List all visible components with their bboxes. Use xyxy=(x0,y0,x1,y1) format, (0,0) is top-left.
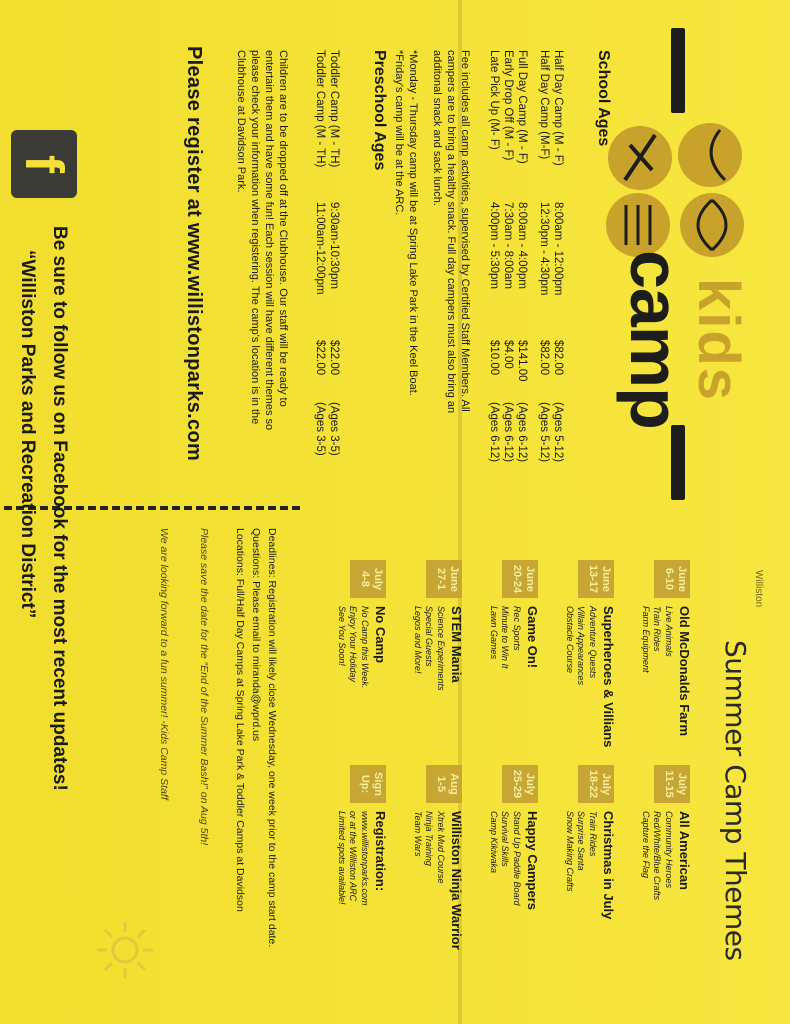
theme-date-line: 13-17 xyxy=(587,564,599,594)
theme-title: All American xyxy=(677,811,692,890)
info-block xyxy=(232,528,280,947)
preschool-note-line: Clubhouse at Davidson Park. xyxy=(235,50,247,193)
theme-date-line: 18-22 xyxy=(587,769,599,799)
theme-activity: Surprise Santa xyxy=(576,811,587,871)
theme-title: Williston Ninja Warrior xyxy=(449,811,464,950)
theme-date-badge xyxy=(350,765,386,803)
school-row-price: $10.00 xyxy=(488,340,500,376)
school-row-name: Early Drop Off (M - F) xyxy=(502,50,514,161)
logo-kids: kids xyxy=(686,278,751,403)
theme-activity: Community Heroes xyxy=(664,811,674,889)
theme-date-line: July xyxy=(524,772,536,795)
theme-activity-list xyxy=(564,606,599,685)
theme-activity-list xyxy=(640,606,675,673)
school-row-time: 4:00pm - 5:30pm xyxy=(488,202,500,289)
header-bar-right xyxy=(671,425,685,500)
theme-date-line: Up: xyxy=(359,774,371,794)
school-row-name: Full Day Camp (M - F) xyxy=(516,50,528,164)
theme-activity: Special Guests xyxy=(424,606,435,667)
theme-date-line: July xyxy=(372,567,384,590)
fee-note xyxy=(430,50,472,413)
school-row-price: $4.00 xyxy=(502,340,514,369)
theme-date-badge xyxy=(654,765,690,803)
preschool-row-price: $22.00 xyxy=(328,340,340,376)
theme-title: Game On! xyxy=(525,606,540,669)
theme-date-line: June xyxy=(676,566,688,592)
fee-note-line: campers are to bring a healthy snack. Full day campers must also bring an xyxy=(445,50,457,414)
theme-date-line: 6-10 xyxy=(663,567,675,591)
theme-date-line: July xyxy=(600,772,612,795)
preschool-row-time: 11:00am-12:00pm xyxy=(314,202,326,295)
theme-activity-list xyxy=(412,606,447,691)
theme-activity: Camp Kikiwaka xyxy=(489,811,499,874)
location-note-line: *Monday - Thursday camp will be at Spring Lake Park in the Keel Boat. xyxy=(407,50,419,396)
theme-activity: See You Soon! xyxy=(337,606,347,666)
theme-date-line: June xyxy=(448,566,460,592)
theme-activity: Minute to Win It xyxy=(500,606,511,669)
theme-activity: Legos and More! xyxy=(413,606,423,674)
sun-icon xyxy=(95,920,155,980)
logo-camp: camp xyxy=(616,250,694,429)
theme-date-line: Aug xyxy=(448,773,460,795)
theme-date-line: Sign xyxy=(372,772,384,796)
theme-date-badge xyxy=(426,765,462,803)
school-row-price: $141.00 xyxy=(516,340,528,382)
theme-activity-list xyxy=(640,811,675,900)
theme-activity: www.willistonparks.com xyxy=(360,811,370,906)
school-row-ages: (Ages 5-12) xyxy=(538,402,550,463)
theme-date-line: 1-5 xyxy=(435,776,447,792)
theme-activity-list xyxy=(336,606,371,688)
theme-date-line: 20-24 xyxy=(511,564,523,594)
theme-date-line: 27-1 xyxy=(435,567,447,591)
preschool-row-name: Toddler Camp (M - TH) xyxy=(314,50,326,168)
theme-title: Christmas in July xyxy=(601,811,616,920)
theme-activity: Train Rides xyxy=(588,811,598,857)
fee-note-line: additonal snack and sack lunch. xyxy=(431,50,443,206)
questions-text[interactable]: Questions: Please email to miranda@wprd.us xyxy=(250,528,262,742)
fee-note-line: Fee includes all camp activities, supervised by Certified Staff Members. All xyxy=(459,50,471,412)
save-date-text: Please save the date for the “End of the Summer Bash!” on Aug 5th! xyxy=(198,528,210,846)
theme-date-badge xyxy=(654,560,690,598)
theme-date-badge xyxy=(502,765,538,803)
theme-activity: Live Animals xyxy=(664,606,674,657)
theme-title: Happy Campers xyxy=(525,811,540,910)
locations-text: Locations: Full/Half Day Camps at Spring Lake Park & Toddler Camps at Davidson xyxy=(234,528,246,912)
theme-activity: or at the Williston ARC xyxy=(348,811,359,902)
theme-activity: Science Experiments xyxy=(436,606,446,691)
organization-name: “Williston Parks and Recreation District” xyxy=(17,250,38,619)
looking-forward-text: We are looking forward to a fun summer! -Kids Camp Staff xyxy=(158,528,170,800)
theme-date-line: June xyxy=(600,566,612,592)
theme-date-badge xyxy=(578,765,614,803)
school-row-ages: (Ages 5-12) xyxy=(552,402,564,463)
school-row-ages: (Ages 6-12) xyxy=(488,402,500,463)
theme-date-line: June xyxy=(524,566,536,592)
theme-date-line: July xyxy=(676,772,688,795)
theme-title: Superheroes & Villians xyxy=(601,606,616,748)
theme-title: Registration: xyxy=(373,811,388,892)
school-row-time: 7:30am - 8:00am xyxy=(502,202,514,289)
header-bar-left xyxy=(671,28,685,113)
theme-activity-list xyxy=(488,811,523,906)
theme-activity: Ninja Training xyxy=(424,811,435,866)
theme-date-badge xyxy=(578,560,614,598)
theme-title: No Camp xyxy=(373,606,388,664)
theme-date-badge xyxy=(502,560,538,598)
preschool-row-time: 9:30am-10:30pm xyxy=(328,202,340,289)
school-row-name: Half Day Camp (M - F) xyxy=(552,50,564,166)
follow-facebook-text: Be sure to follow us on Facebook for the most recent updates! xyxy=(49,226,70,791)
register-link[interactable]: Please register at www.willistonparks.com xyxy=(183,46,205,462)
theme-date-line: 11-15 xyxy=(663,770,675,798)
school-row-name: Half Day Camp (M-F) xyxy=(538,50,550,160)
preschool-row-ages: (Ages 3-5) xyxy=(328,402,340,456)
preschool-note xyxy=(234,50,290,430)
themes-title: Summer Camp Themes xyxy=(719,640,752,961)
school-row-ages: (Ages 6-12) xyxy=(516,402,528,463)
preschool-note-line: entertain them and have some fun! Each session will have different themes so xyxy=(263,50,275,431)
theme-activity-list xyxy=(336,811,371,906)
theme-activity: Villain Appearances xyxy=(576,606,587,686)
school-row-time: 12:30pm - 4:30pm xyxy=(538,202,550,296)
location-note-line: *Friday's camp will be at the ARC. xyxy=(393,50,405,216)
school-row-time: 8:00am - 4:00pm xyxy=(516,202,528,289)
theme-activity: Snow Making Crafts xyxy=(565,811,575,892)
preschool-row-ages: (Ages 3-5) xyxy=(314,402,326,456)
school-row-price: $82.00 xyxy=(538,340,550,376)
williston-brand-logo: Williston xyxy=(753,570,764,608)
school-row-time: 8:00am - 12:00pm xyxy=(552,202,564,296)
theme-activity: Capture the Flag xyxy=(641,811,651,879)
theme-date-badge xyxy=(426,560,462,598)
theme-activity: Farm Equipment xyxy=(641,606,651,673)
theme-activity: Limited spots available! xyxy=(337,811,347,905)
location-note xyxy=(392,50,420,396)
theme-activity: Train Rides xyxy=(652,606,663,652)
school-row-price: $82.00 xyxy=(552,340,564,376)
dashed-divider xyxy=(0,506,300,510)
theme-activity-list xyxy=(412,811,447,884)
theme-activity: No Camp this Week. xyxy=(360,606,370,689)
preschool-row-price: $22.00 xyxy=(314,340,326,376)
theme-activity: Rec Sports xyxy=(512,606,522,651)
theme-activity: Xtrek Mud Course xyxy=(436,811,446,884)
theme-activity: Red/White/Blue Crafts xyxy=(652,811,663,901)
theme-activity-list xyxy=(488,606,523,668)
theme-activity-list xyxy=(564,811,599,892)
facebook-icon[interactable]: f xyxy=(11,130,77,198)
theme-title: STEM Mania xyxy=(449,606,464,683)
theme-activity: Obstacle Course xyxy=(565,606,575,674)
school-ages-heading: School Ages xyxy=(595,50,612,147)
school-row-name: Late Pick Up (M- F) xyxy=(488,50,500,150)
theme-date-badge xyxy=(350,560,386,598)
theme-activity: Lawn Games xyxy=(489,606,499,660)
school-row-ages: (Ages 6-12) xyxy=(502,402,514,463)
theme-activity: Survival Skills xyxy=(500,811,511,867)
deadlines-text: Deadlines: Registration will likely close Wednesday, one week prior to the camp start date. xyxy=(266,528,278,948)
theme-activity: Enjoy Your Holiday xyxy=(348,606,359,682)
theme-date-line: 4-8 xyxy=(359,571,371,587)
theme-date-line: 25-29 xyxy=(511,769,523,799)
preschool-heading: Preschool Ages xyxy=(371,50,388,171)
theme-activity: Team Wars xyxy=(413,811,423,857)
theme-title: Old McDonalds Farm xyxy=(677,606,692,737)
preschool-note-line: Children are to be dropped off at the Clubhouse. Our staff will be ready to xyxy=(277,50,289,407)
theme-activity: Stand Up Paddle Board xyxy=(512,811,522,906)
preschool-note-line: please check your information when registering. The camp's location is in the xyxy=(249,50,261,425)
theme-activity: Adventure Quests xyxy=(588,606,598,679)
preschool-row-name: Toddler Camp (M - TH) xyxy=(328,50,340,168)
